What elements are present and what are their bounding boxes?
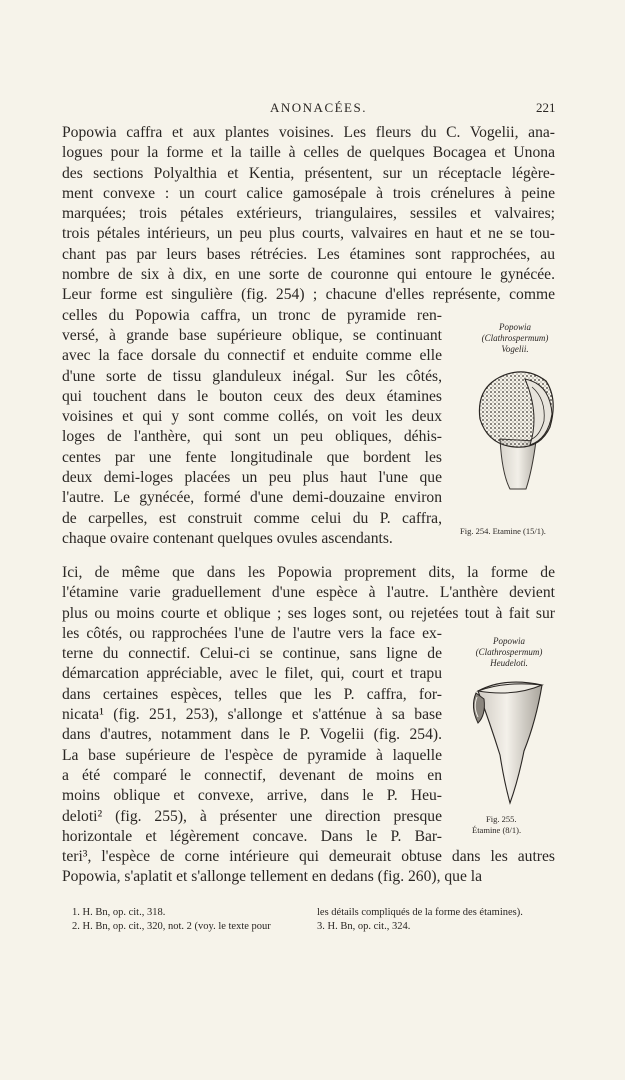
page-number: 221: [536, 100, 556, 115]
figure-255-species: Heudeloti.: [490, 658, 528, 668]
text-line: dans certaines espèces, telles que les P. caffra, for-: [62, 685, 442, 703]
text-line: les côtés, ou rapprochées l'une de l'autre vers la face ex-: [62, 624, 442, 642]
text-line: d'une sorte de tissu glanduleux inégal. Sur les côtés,: [62, 367, 442, 385]
figure-255-subgenus: (Clathrospermum): [475, 647, 543, 657]
text-line: terne du connectif. Celui-ci se continue, sans ligne de: [62, 645, 442, 663]
figure-255-caption-number: Fig. 255.: [486, 814, 517, 824]
figure-254: [460, 322, 566, 536]
text-line: ment convexe : un court calice gamosépale à trois crénelures à peine: [62, 184, 555, 202]
text-line: voisines et qui y sont comme collés, on voit les deux: [62, 408, 442, 426]
text-line: moins oblique et convexe, arrive, dans le P. Heu-: [62, 787, 442, 805]
text-line: deux demi-loges placées un peu plus haut l'une que: [62, 469, 442, 487]
text-line: teri³, l'espèce de corne intérieure qui demeurait obtuse dans les autres: [62, 848, 555, 866]
figure-254-stamen-illustration: [470, 359, 560, 499]
text-line: Popowia, s'aplatit et s'allonge tellement en dedans (fig. 260), que la: [62, 868, 483, 886]
text-line: dans d'autres, notamment dans le P. Vogelii (fig. 254).: [62, 726, 442, 744]
text-line: horizontale et légèrement concave. Dans le P. Bar-: [62, 827, 442, 845]
text-line: chant pas par leurs bases rétrécies. Les étamines sont rapprochées, au: [62, 245, 555, 263]
figure-254-caption: Fig. 254. Etamine (15/1).: [460, 526, 546, 536]
text-line: de carpelles, est construit comme celui du P. caffra,: [62, 509, 442, 527]
footnote-line: les détails compliqués de la forme des étamines).: [317, 907, 523, 918]
footnote-line: 3. H. Bn, op. cit., 324.: [317, 921, 411, 932]
figure-254-subgenus: (Clathrospermum): [481, 333, 549, 343]
text-line: logues pour la forme et la taille à celles de quelques Bocagea et Unona: [62, 144, 555, 162]
text-line: centes par une fente longitudinale que bordent les: [62, 448, 442, 466]
text-line: plus ou moins courte et oblique ; ses loges sont, ou rejetées tout à fait sur: [62, 604, 555, 622]
text-line: l'autre. Le gynécée, formé d'une demi-douzaine environ: [62, 489, 442, 507]
text-line: La base supérieure de l'espèce de pyramide à laquelle: [62, 746, 442, 764]
footnote-line: 1. H. Bn, op. cit., 318.: [72, 907, 166, 918]
text-line: chaque ovaire contenant quelques ovules ascendants.: [62, 529, 393, 547]
text-line: loges de l'anthère, qui sont un peu obliques, déhis-: [62, 428, 442, 446]
figure-255: [458, 636, 560, 835]
text-line: Popowia caffra et aux plantes voisines. Les fleurs du C. Vogelii, ana-: [62, 124, 555, 141]
text-line: nicata¹ (fig. 251, 253), s'allonge et s'atténue à sa base: [62, 706, 442, 724]
text-line: des sections Polyalthia et Kentia, présentent, sur un réceptacle légère-: [62, 164, 555, 182]
text-line: qui touchent dans le bouton ceux des deux étamines: [62, 387, 442, 405]
text-line: deloti² (fig. 255), à présenter une direction presque: [62, 807, 442, 825]
footnote-line: 2. H. Bn, op. cit., 320, not. 2 (voy. le texte pour: [72, 921, 271, 932]
figure-255-stamen-illustration: [464, 671, 554, 811]
footnotes-left: [72, 906, 271, 934]
text-line: versé, à grande base supérieure oblique, se continuant: [62, 326, 442, 344]
text-line: nombre de six à dix, en une sorte de couronne qui entoure le gynécée.: [62, 266, 555, 284]
text-line: celles du Popowia caffra, un tronc de pyramide ren-: [62, 306, 442, 324]
text-line: Ici, de même que dans les Popowia proprement dits, la forme de: [62, 564, 555, 581]
text-line: l'étamine varie graduellement d'une espèce à l'autre. L'anthère devient: [62, 584, 555, 602]
figure-255-caption-label: Étamine (8/1).: [472, 825, 522, 835]
figure-254-species: Vogelii.: [501, 344, 529, 354]
footnotes-right: [317, 906, 523, 934]
running-title: ANONACÉES.: [270, 100, 367, 115]
text-line: démarcation appréciable, avec le filet, qui, court et trapu: [62, 665, 442, 683]
text-line: Leur forme est singulière (fig. 254) ; chacune d'elles représente, comme: [62, 286, 555, 304]
figure-255-genus: Popowia: [492, 636, 525, 646]
text-line: avec la face dorsale du connectif et enduite comme elle: [62, 347, 442, 365]
text-line: marquées; trois pétales extérieurs, triangulaires, sessiles et valvaires;: [62, 205, 555, 223]
text-line: trois pétales intérieurs, un peu plus courts, valvaires en haut et ne se tou-: [62, 225, 555, 243]
figure-254-genus: Popowia: [498, 322, 531, 332]
text-line: a été comparé le connectif, devenant de moins en: [62, 766, 442, 784]
